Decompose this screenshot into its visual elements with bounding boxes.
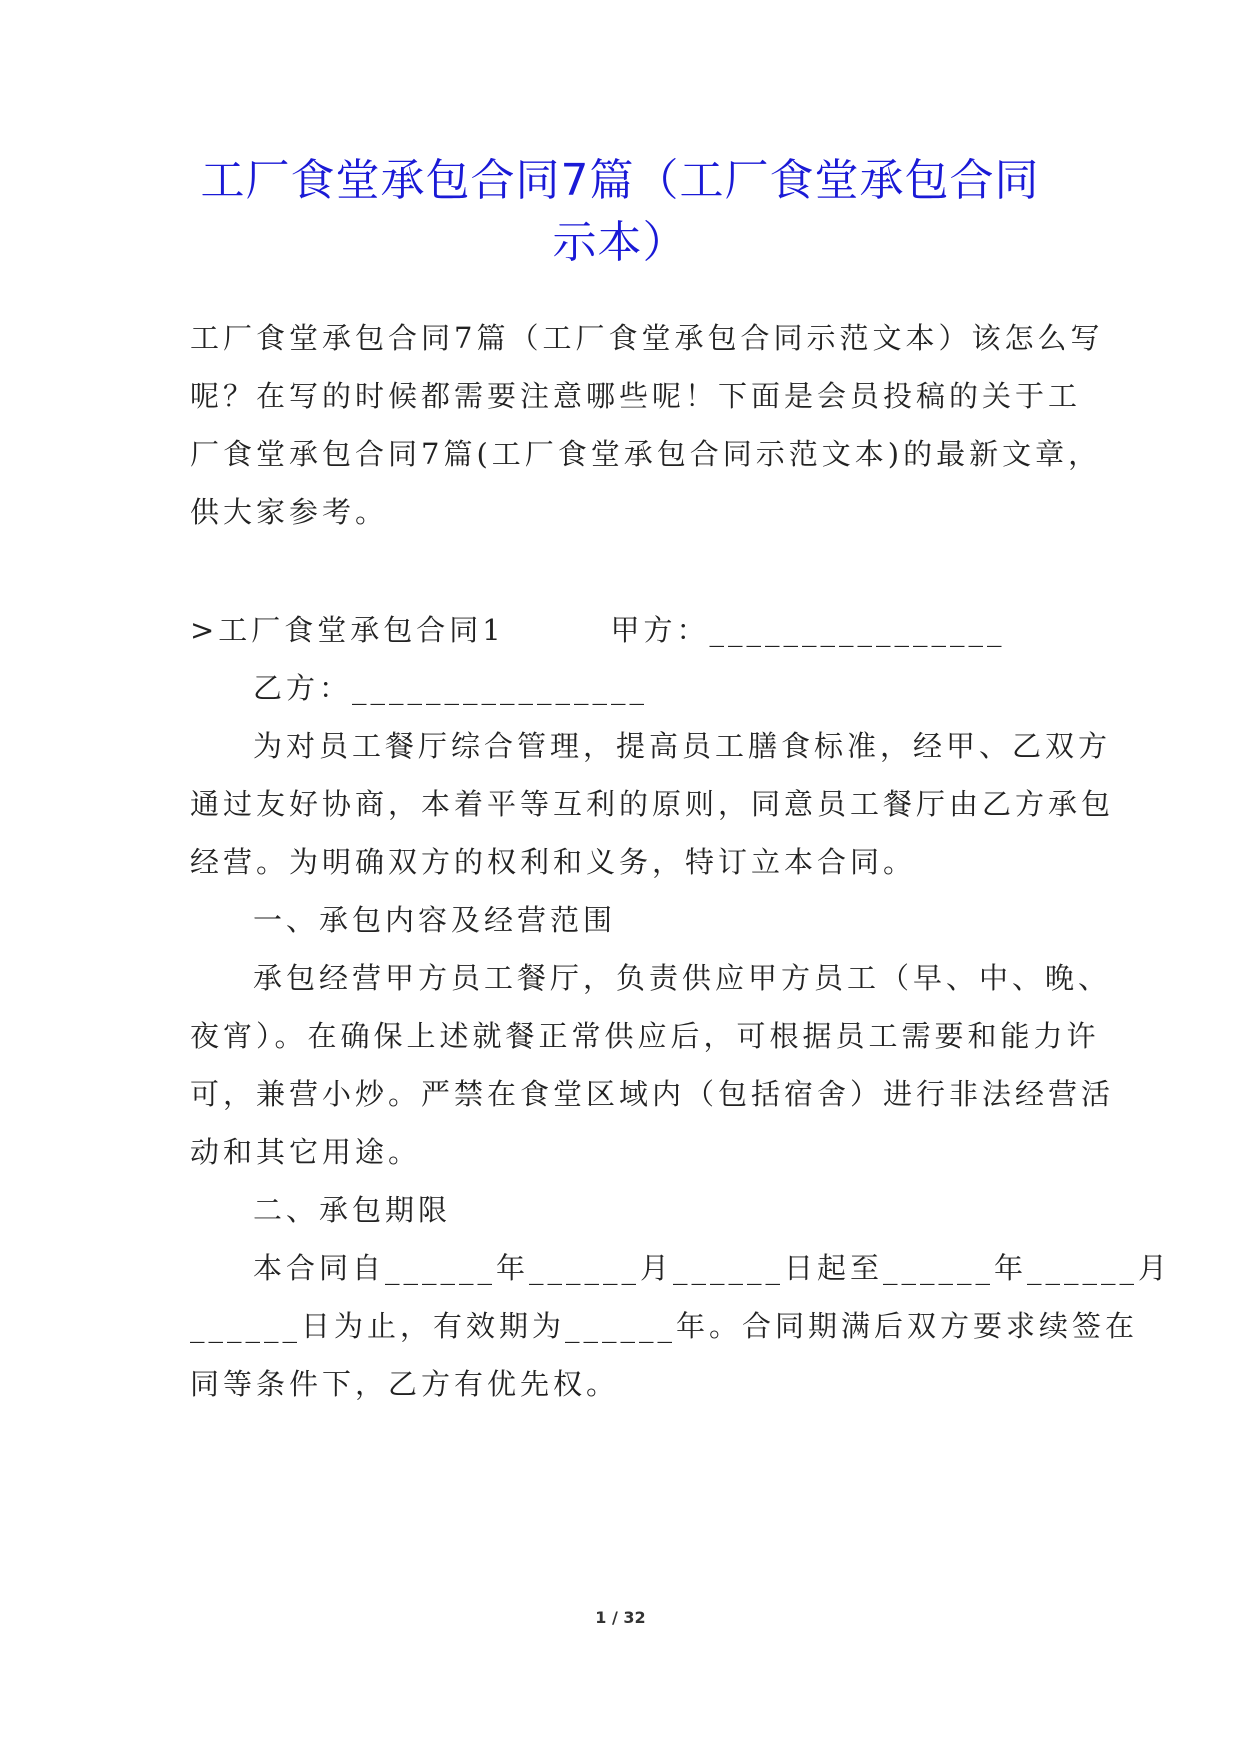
intro-line: 呢？在写的时候都需要注意哪些呢！下面是会员投稿的关于工 bbox=[190, 379, 1082, 413]
title-line-1: 工厂食堂承包合同7篇（工厂食堂承包合同 bbox=[200, 155, 1040, 206]
section-heading-term: 二、承包期限 bbox=[253, 1193, 452, 1227]
intro-line: 厂食堂承包合同7篇(工厂食堂承包合同示范文本)的最新文章， bbox=[190, 437, 1102, 471]
paragraph-line: 本合同自______年______月______日起至______年______月 bbox=[253, 1251, 1172, 1285]
title-line-2: 示本） bbox=[552, 217, 688, 268]
paragraph-line: ______日为止，有效期为______年。合同期满后双方要求续签在 bbox=[190, 1309, 1139, 1343]
page-number: 1 / 32 bbox=[595, 1608, 646, 1627]
intro-line: 供大家参考。 bbox=[190, 495, 389, 529]
paragraph-line: 通过友好协商，本着平等互利的原则，同意员工餐厅由乙方承包 bbox=[190, 787, 1115, 821]
party-b-line: 乙方：________________ bbox=[253, 671, 649, 705]
paragraph-line: 同等条件下，乙方有优先权。 bbox=[190, 1367, 620, 1401]
party-a-line: >工厂食堂承包合同1 甲方：________________ bbox=[190, 613, 1006, 647]
paragraph-line: 夜宵）。在确保上述就餐正常供应后，可根据员工需要和能力许 bbox=[190, 1019, 1100, 1053]
document-title bbox=[150, 150, 1090, 274]
section-heading-scope: 一、承包内容及经营范围 bbox=[253, 903, 617, 937]
paragraph-line: 可，兼营小炒。严禁在食堂区域内（包括宿舍）进行非法经营活 bbox=[190, 1077, 1115, 1111]
intro-line: 工厂食堂承包合同7篇（工厂食堂承包合同示范文本）该怎么写 bbox=[190, 321, 1104, 355]
paragraph-line: 经营。为明确双方的权利和义务，特订立本合同。 bbox=[190, 845, 917, 879]
paragraph-line: 承包经营甲方员工餐厅，负责供应甲方员工（早、中、晚、 bbox=[253, 961, 1112, 995]
paragraph-line: 为对员工餐厅综合管理，提高员工膳食标准，经甲、乙双方 bbox=[253, 729, 1112, 763]
paragraph-line: 动和其它用途。 bbox=[190, 1135, 422, 1169]
